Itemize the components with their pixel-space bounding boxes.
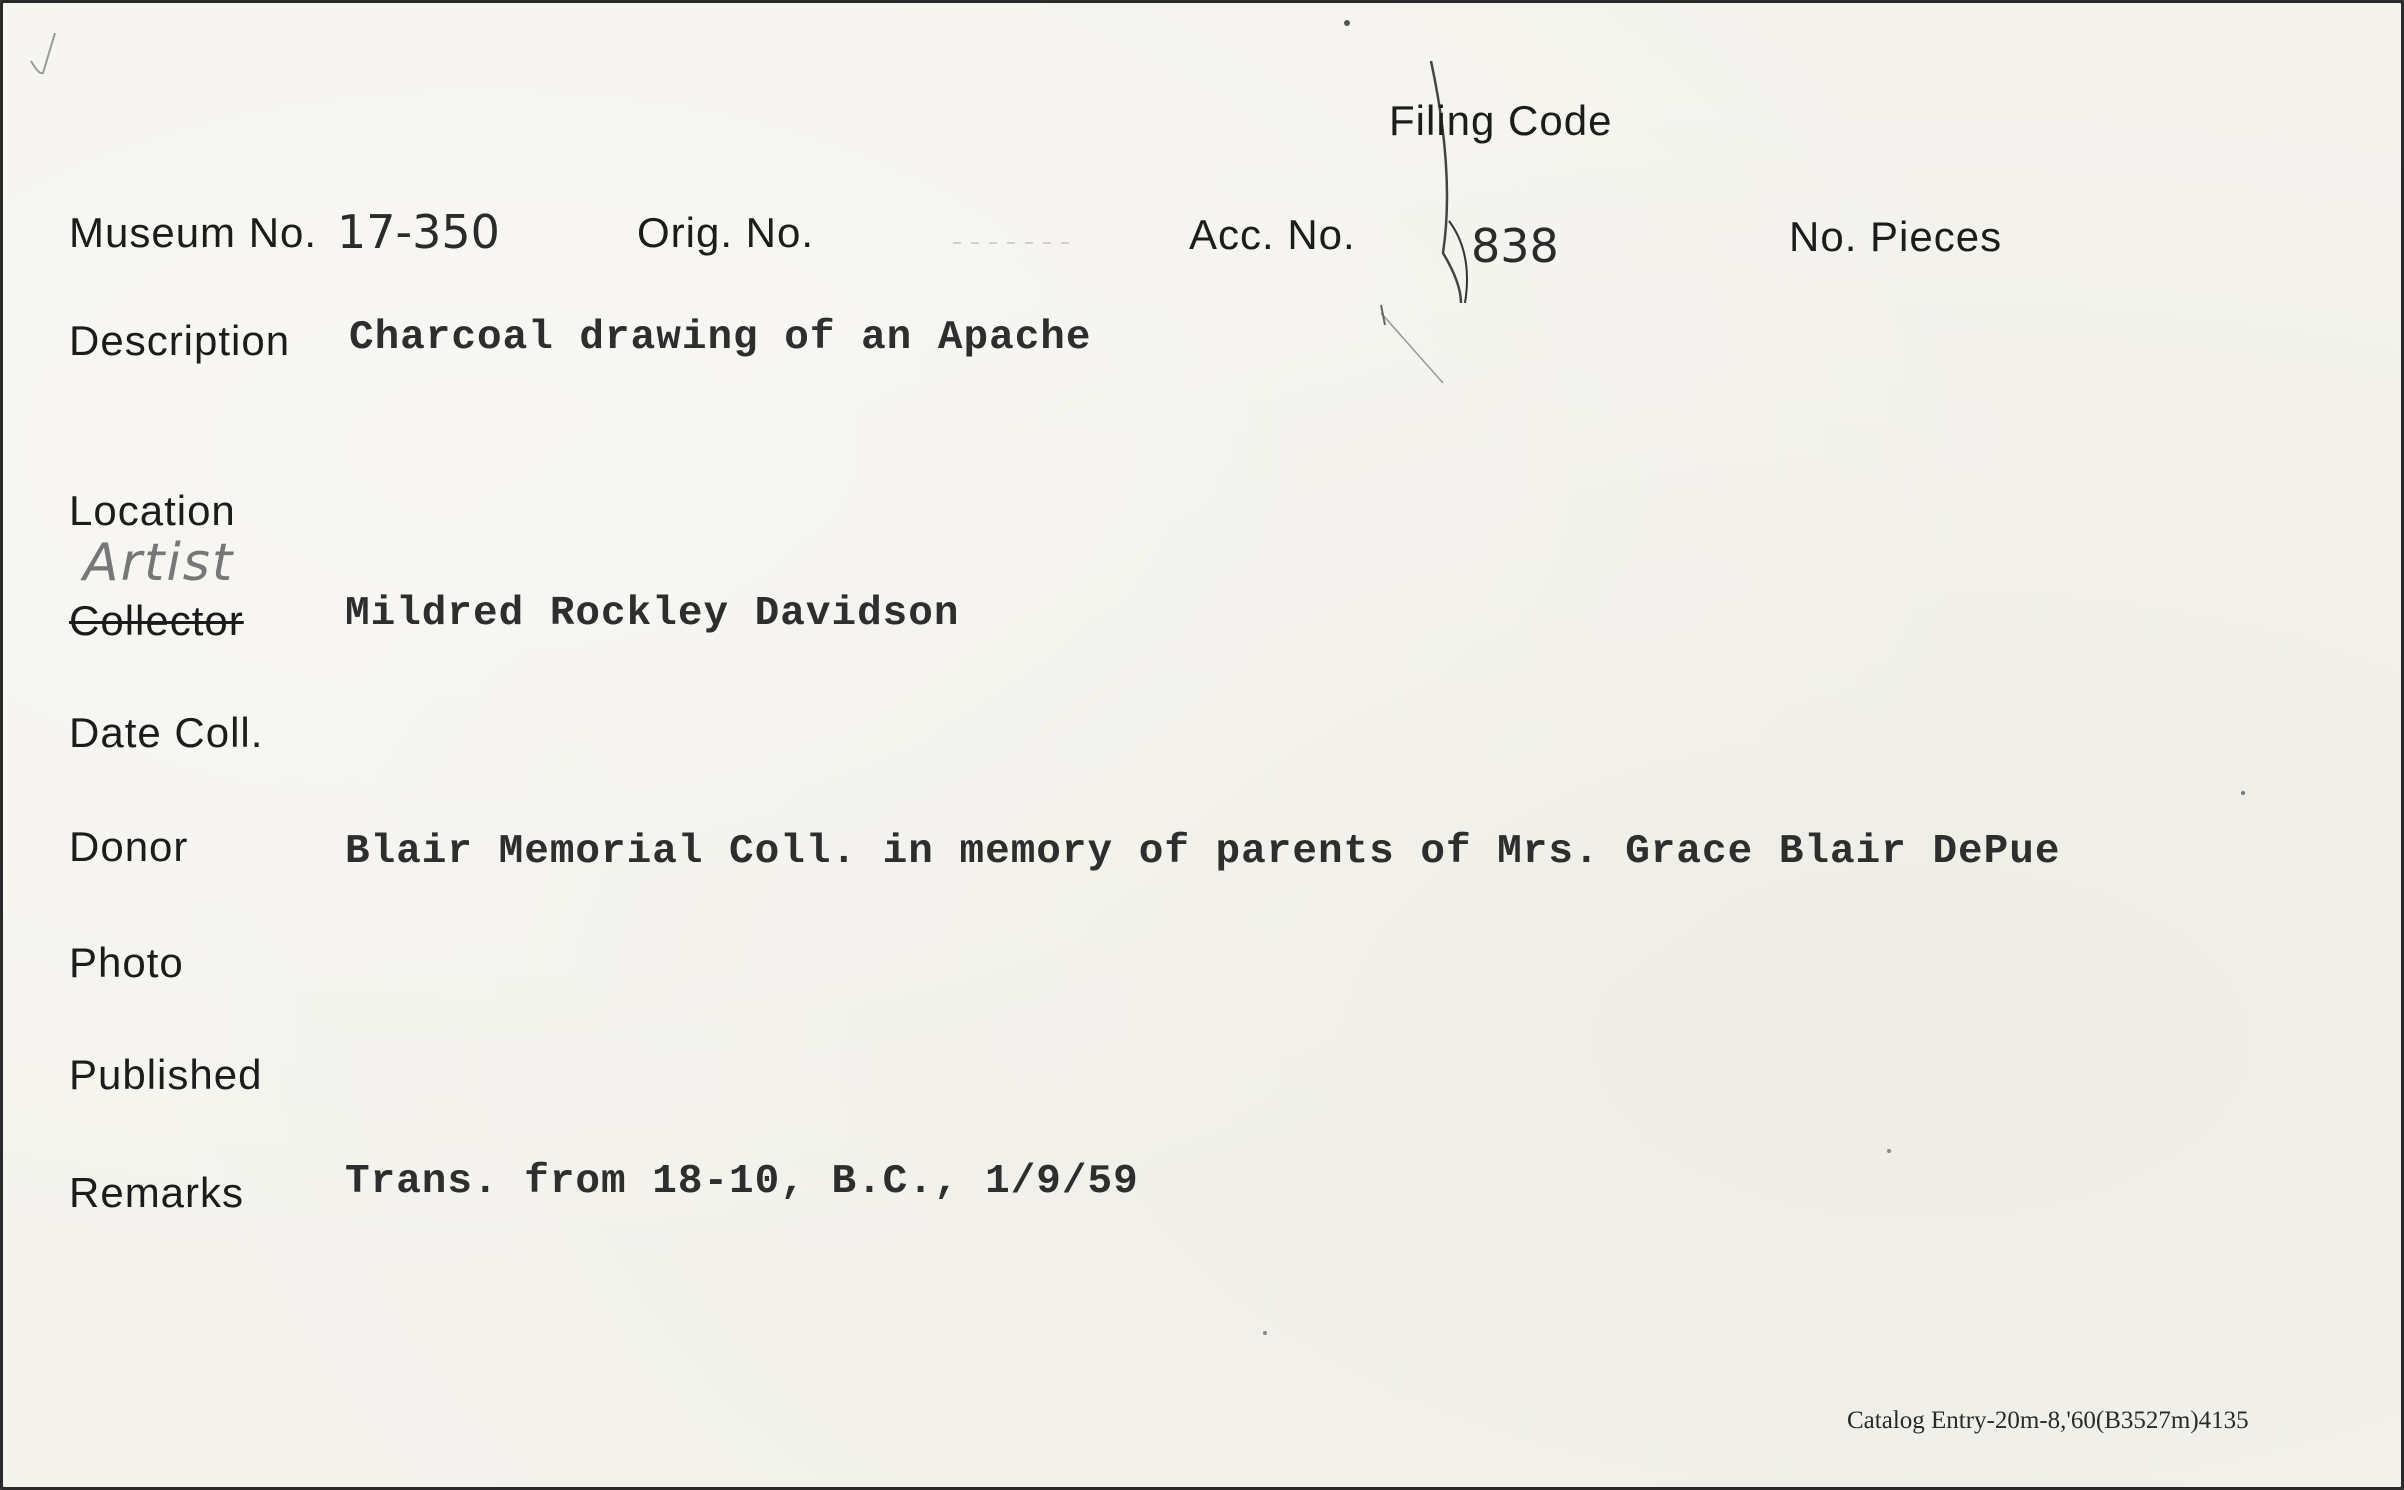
remarks-label: Remarks <box>69 1169 245 1216</box>
remarks-value: Trans. from 18-10, B.C., 1/9/59 <box>345 1159 1139 1205</box>
speck <box>1263 1331 1267 1335</box>
speck <box>2241 791 2245 795</box>
acc-no-value: 838 <box>1471 219 1559 273</box>
location-label: Location <box>69 487 236 534</box>
pen-bracket-mark <box>1449 221 1467 303</box>
collector-label: Collector <box>69 597 244 644</box>
description-label: Description <box>69 317 291 364</box>
speck <box>1887 1149 1891 1153</box>
filing-code-label: Filing Code <box>1389 97 1613 144</box>
date-coll-label: Date Coll. <box>69 709 264 756</box>
speck <box>1344 20 1350 26</box>
photo-label: Photo <box>69 939 184 986</box>
collector-value: Mildred Rockley Davidson <box>345 591 960 637</box>
acc-no-label: Acc. No. <box>1189 211 1356 258</box>
museum-no-label: Museum No. <box>69 209 318 256</box>
footer-print-code: Catalog Entry-20m-8,'60(B3527m)4135 <box>1847 1407 2249 1434</box>
donor-label: Donor <box>69 823 189 870</box>
museum-no-value: 17-350 <box>337 205 500 259</box>
check-mark-icon <box>31 33 55 73</box>
published-label: Published <box>69 1051 263 1098</box>
no-pieces-label: No. Pieces <box>1789 213 2003 260</box>
description-value: Charcoal drawing of an Apache <box>349 315 1092 361</box>
tick-mark <box>1381 305 1385 325</box>
orig-no-label: Orig. No. <box>637 209 815 256</box>
artist-annotation: Artist <box>83 533 235 593</box>
donor-value: Blair Memorial Coll. in memory of parents of Mrs. Grace Blair DePue <box>345 829 2061 875</box>
faint-line-mark <box>1381 313 1443 383</box>
